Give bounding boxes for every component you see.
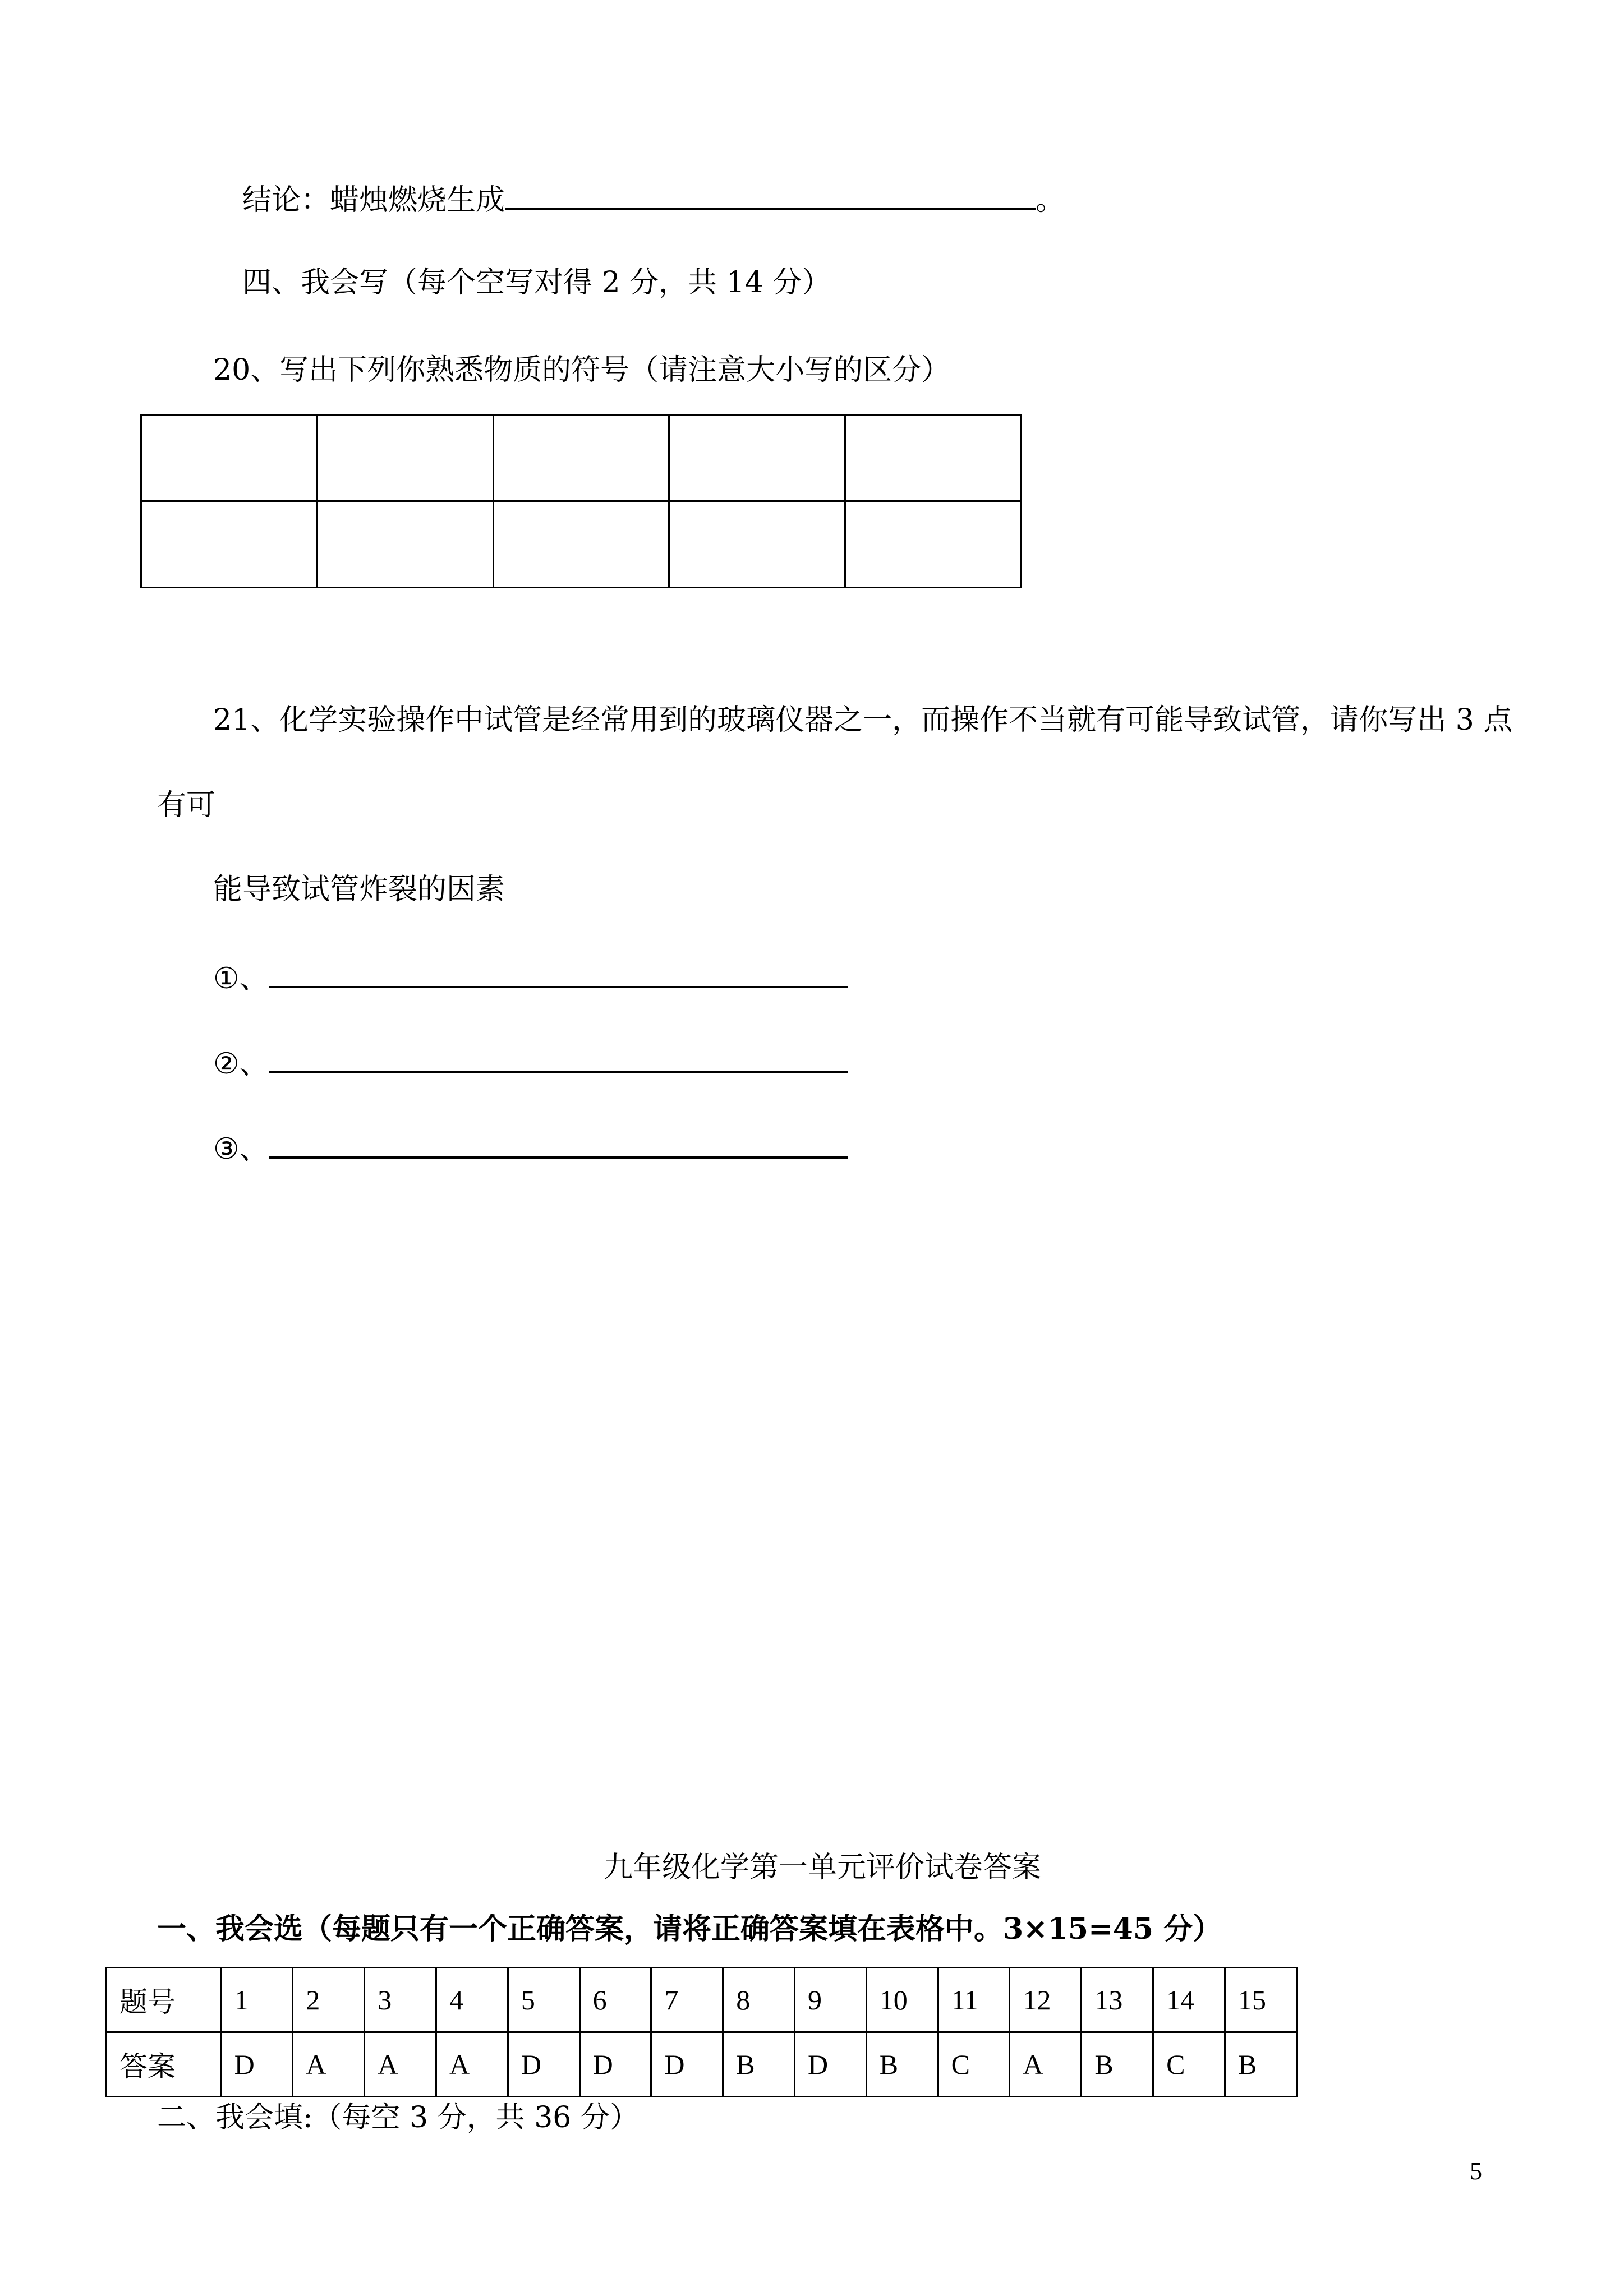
symbol-cell[interactable] xyxy=(493,415,669,501)
symbol-cell[interactable] xyxy=(317,415,493,501)
q21-item-2 xyxy=(213,1044,848,1081)
question-number-cell: 15 xyxy=(1225,1968,1298,2032)
answer-cell: D xyxy=(795,2032,867,2097)
section4-title: 四、我会写（每个空写对得 2 分，共 14 分） xyxy=(242,266,831,299)
question-number-cell: 1 xyxy=(221,1968,293,2032)
answer-cell: A xyxy=(365,2032,436,2097)
answer-cell: C xyxy=(1153,2032,1225,2097)
question-number-cell: 8 xyxy=(723,1968,795,2032)
answer-cell: C xyxy=(938,2032,1010,2097)
answer-key-section1: 一、我会选（每题只有一个正确答案，请将正确答案填在表格中。3×15=45 分） xyxy=(157,1912,1222,1946)
answer-cell: B xyxy=(1082,2032,1153,2097)
question-number-cell: 13 xyxy=(1082,1968,1153,2032)
question-number-cell: 4 xyxy=(436,1968,508,2032)
question-number-cell: 2 xyxy=(293,1968,365,2032)
q20-text: 20、写出下列你熟悉物质的符号（请注意大小写的区分） xyxy=(213,353,951,387)
q21-text: 21、化学实验操作中试管是经常用到的玻璃仪器之一，而操作不当就有可能导致试管，请你写出 3 点 xyxy=(213,703,1513,737)
q21-item-1 xyxy=(213,959,848,995)
item-marker: ③、 xyxy=(213,1132,269,1166)
question-number-cell: 12 xyxy=(1010,1968,1082,2032)
symbol-cell[interactable] xyxy=(493,501,669,588)
question-number-cell: 3 xyxy=(365,1968,436,2032)
table-row xyxy=(107,1968,1298,2032)
answer-cell: A xyxy=(436,2032,508,2097)
symbol-cell[interactable] xyxy=(669,501,845,588)
conclusion-line xyxy=(242,181,1065,217)
answer-blank-1[interactable] xyxy=(269,959,848,988)
answer-cell: D xyxy=(508,2032,579,2097)
answer-cell: D xyxy=(221,2032,293,2097)
answer-cell: D xyxy=(651,2032,723,2097)
table-row xyxy=(141,415,1022,501)
q21-subtext: 能导致试管炸裂的因素 xyxy=(213,873,505,906)
answer-cell: D xyxy=(579,2032,651,2097)
table-row xyxy=(107,2032,1298,2097)
symbol-cell[interactable] xyxy=(669,415,845,501)
item-marker: ②、 xyxy=(213,1047,269,1081)
page-number: 5 xyxy=(1470,2157,1482,2185)
q21-item-3 xyxy=(213,1129,848,1166)
conclusion-answer-blank[interactable] xyxy=(505,181,1036,210)
conclusion-label: 结论：蜡烛燃烧生成 xyxy=(242,183,505,217)
symbol-cell[interactable] xyxy=(845,501,1022,588)
answer-cell: A xyxy=(1010,2032,1082,2097)
answer-cell: B xyxy=(866,2032,938,2097)
symbol-cell[interactable] xyxy=(141,415,318,501)
question-number-cell: 6 xyxy=(579,1968,651,2032)
question-number-cell: 7 xyxy=(651,1968,723,2032)
symbol-cell[interactable] xyxy=(141,501,318,588)
question-number-cell: 11 xyxy=(938,1968,1010,2032)
question-number-cell: 5 xyxy=(508,1968,579,2032)
answer-key-section2: 二、我会填:（每空 3 分，共 36 分） xyxy=(157,2101,639,2134)
symbol-cell[interactable] xyxy=(845,415,1022,501)
answer-blank-3[interactable] xyxy=(269,1129,848,1159)
item-marker: ①、 xyxy=(213,962,269,995)
table-row xyxy=(141,501,1022,588)
q21-text-cont: 有可 xyxy=(157,789,216,822)
answer-cell: B xyxy=(1225,2032,1298,2097)
answer-cell: A xyxy=(293,2032,365,2097)
question-number-cell: 14 xyxy=(1153,1968,1225,2032)
row-label-number: 题号 xyxy=(107,1968,222,2032)
answer-key-title: 九年级化学第一单元评价试卷答案 xyxy=(604,1851,1042,1884)
question-number-cell: 10 xyxy=(866,1968,938,2032)
answer-table xyxy=(105,1967,1298,2097)
answer-cell: B xyxy=(723,2032,795,2097)
symbol-cell[interactable] xyxy=(317,501,493,588)
answer-blank-2[interactable] xyxy=(269,1044,848,1073)
q20-symbol-table xyxy=(140,414,1022,588)
conclusion-end: 。 xyxy=(1036,183,1065,217)
row-label-answer: 答案 xyxy=(107,2032,222,2097)
question-number-cell: 9 xyxy=(795,1968,867,2032)
